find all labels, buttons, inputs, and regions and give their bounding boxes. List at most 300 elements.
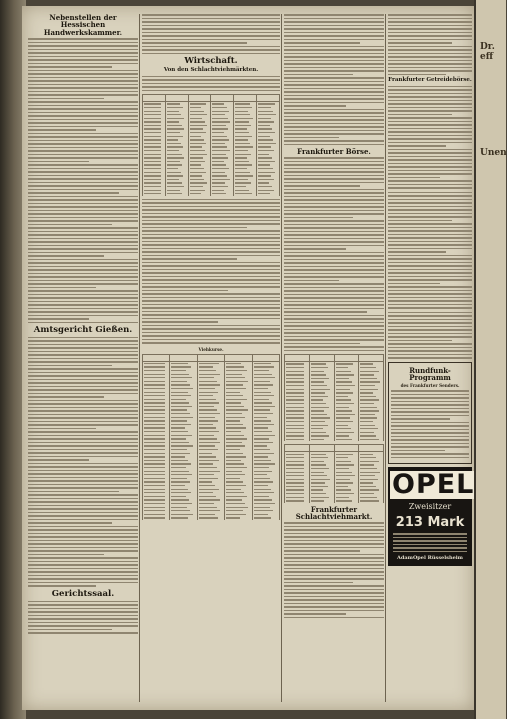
label-viehkurse: Viehkurse. — [198, 346, 224, 352]
text-line — [388, 312, 472, 314]
text-line — [28, 87, 138, 89]
text-line — [388, 244, 472, 246]
text-line — [142, 328, 280, 330]
text-line — [28, 526, 138, 528]
text-line — [142, 76, 280, 78]
text-line — [284, 196, 384, 198]
table-header-cell — [334, 445, 359, 452]
text-line — [28, 206, 138, 208]
text-line — [388, 290, 472, 292]
text-line — [284, 220, 384, 222]
table-header-cell — [143, 354, 170, 361]
text-line — [388, 293, 472, 295]
text-line — [28, 379, 138, 381]
market-prices-table — [142, 354, 280, 520]
text-line — [388, 14, 472, 16]
text-line — [284, 568, 384, 570]
text-line — [28, 192, 119, 194]
text-line — [28, 297, 138, 299]
text-line — [284, 35, 384, 37]
newspaper-page — [22, 6, 474, 710]
text-line — [388, 39, 472, 41]
text-line — [388, 187, 472, 189]
text-line — [284, 287, 384, 289]
text-line — [28, 56, 138, 58]
text-line — [388, 255, 472, 257]
text-line — [28, 308, 138, 310]
text-line — [28, 133, 138, 135]
text-line — [284, 21, 384, 23]
text-line — [388, 86, 472, 88]
text-line — [284, 189, 384, 191]
text-line — [388, 180, 472, 182]
text-line — [28, 59, 138, 61]
text-line — [28, 466, 138, 468]
text-line — [28, 322, 138, 324]
text-line — [142, 18, 280, 20]
text-line — [388, 216, 472, 218]
text-line — [28, 283, 138, 285]
text-line — [388, 223, 472, 225]
text-line — [28, 571, 138, 573]
text-line — [388, 319, 472, 321]
text-line — [28, 178, 138, 180]
text-line — [28, 147, 138, 149]
text-line — [391, 408, 469, 410]
text-line — [284, 112, 384, 114]
text-line — [284, 522, 384, 524]
text-line — [388, 340, 452, 342]
table-header-cell — [309, 355, 334, 362]
ad-model: Zweisitzer — [408, 502, 452, 512]
text-line — [28, 248, 138, 250]
text-line — [284, 178, 384, 180]
text-line — [28, 199, 138, 201]
text-line — [388, 269, 472, 271]
text-line — [28, 213, 138, 215]
text-line — [28, 119, 138, 121]
text-line — [28, 445, 138, 447]
table-header-cell — [211, 95, 234, 102]
text-line — [28, 491, 119, 493]
text-line — [28, 154, 138, 156]
text-line — [284, 332, 384, 334]
table-cell — [143, 516, 170, 520]
text-line — [284, 130, 384, 132]
text-line — [391, 439, 469, 441]
text-line — [28, 344, 138, 346]
text-line — [284, 571, 384, 573]
text-line — [28, 108, 138, 110]
text-line — [142, 272, 280, 274]
text-line — [388, 241, 472, 243]
text-line — [284, 318, 384, 320]
text-line — [28, 501, 138, 503]
text-line — [388, 347, 472, 349]
table-grid — [142, 354, 280, 520]
text-line — [284, 171, 384, 173]
text-line — [28, 473, 138, 475]
text-line — [284, 98, 384, 100]
text-line — [388, 304, 472, 306]
text-line — [142, 265, 280, 267]
text-line — [284, 529, 384, 531]
headline-frankfurter-schlachtviehmarkt: Frankfurter Schlachtviehmarkt. — [295, 504, 373, 522]
text-line — [284, 213, 384, 215]
text-line — [388, 315, 472, 317]
text-line — [28, 161, 89, 163]
text-line — [142, 307, 280, 309]
text-line — [284, 168, 384, 170]
text-line — [28, 129, 96, 131]
text-line — [142, 321, 218, 323]
text-line — [28, 393, 138, 395]
text-line — [142, 311, 280, 313]
text-line — [28, 126, 138, 128]
text-line — [284, 53, 384, 55]
text-line — [142, 209, 280, 211]
text-line — [284, 343, 360, 345]
text-line — [28, 417, 138, 419]
table-grid — [284, 354, 384, 441]
text-line — [28, 231, 138, 233]
text-line — [284, 350, 384, 352]
text-line — [284, 308, 384, 310]
text-line — [28, 625, 138, 627]
text-line — [284, 564, 384, 566]
text-line — [284, 578, 384, 580]
text-line — [388, 163, 472, 165]
text-line — [28, 403, 138, 405]
text-line — [28, 550, 138, 552]
text-line — [28, 604, 138, 606]
column-4 — [388, 12, 475, 704]
text-line — [28, 84, 138, 86]
text-line — [28, 245, 138, 247]
text-line — [284, 199, 384, 201]
text-line — [388, 28, 472, 30]
column-rule — [385, 14, 386, 702]
headline-frankfurter-boerse: Frankfurter Börse. — [297, 147, 371, 156]
table-row — [285, 438, 384, 442]
text-line — [284, 28, 384, 30]
text-line — [388, 135, 472, 137]
article-theater-body — [388, 312, 472, 359]
opel-advertisement — [388, 467, 475, 566]
text-line — [284, 346, 384, 348]
text-line — [28, 477, 138, 479]
column-2 — [142, 12, 280, 704]
text-line — [391, 422, 469, 424]
text-line — [284, 262, 384, 264]
text-line — [388, 131, 472, 133]
text-line — [391, 429, 469, 431]
article-boerse-body — [284, 157, 384, 351]
text-line — [142, 53, 280, 55]
text-line — [28, 629, 112, 631]
article-schlachtviehmarkt-body — [284, 522, 384, 618]
text-line — [142, 248, 280, 250]
adjacent-page-edge — [474, 0, 506, 719]
text-line — [142, 199, 280, 201]
opel-logo: OPEL — [392, 469, 475, 501]
text-line — [142, 206, 280, 208]
text-line — [388, 121, 472, 123]
text-line — [388, 251, 446, 253]
text-line — [28, 105, 138, 107]
text-line — [28, 294, 138, 296]
text-line — [388, 138, 472, 140]
table-grid — [284, 444, 384, 502]
text-line — [284, 533, 384, 535]
text-line — [388, 234, 472, 236]
text-line — [28, 375, 138, 377]
text-line — [28, 77, 138, 79]
text-line — [391, 404, 469, 406]
text-line — [28, 122, 138, 124]
text-line — [284, 95, 384, 97]
text-line — [284, 231, 384, 233]
table-cell — [359, 438, 384, 442]
text-line — [388, 60, 472, 62]
text-line — [28, 438, 138, 440]
article-c4-top-body — [388, 14, 472, 75]
text-line — [284, 540, 384, 542]
text-line — [142, 35, 280, 37]
text-line — [142, 32, 280, 34]
text-line — [388, 206, 472, 208]
text-line — [284, 227, 384, 229]
text-line — [142, 28, 280, 30]
text-line — [28, 66, 112, 68]
text-line — [284, 301, 384, 303]
text-line — [388, 56, 472, 58]
text-line — [142, 300, 280, 302]
table-header-cell — [234, 95, 257, 102]
column-rule — [139, 14, 140, 702]
text-line — [284, 536, 384, 538]
text-line — [28, 449, 138, 451]
text-line — [142, 325, 280, 327]
text-line — [142, 251, 280, 253]
text-line — [284, 74, 353, 76]
next-page-fragment-2: Unen — [480, 148, 507, 158]
text-line — [142, 241, 280, 243]
text-line — [284, 241, 384, 243]
text-line — [28, 262, 138, 264]
text-line — [284, 140, 384, 142]
text-line — [28, 480, 138, 482]
text-line — [28, 618, 138, 620]
text-line — [28, 45, 138, 47]
text-line — [28, 435, 138, 437]
text-line — [391, 401, 469, 403]
text-line — [28, 157, 138, 159]
text-line — [284, 25, 384, 27]
text-line — [28, 63, 138, 65]
text-line — [284, 582, 353, 584]
text-line — [284, 550, 360, 552]
text-line — [28, 168, 138, 170]
text-line — [28, 182, 138, 184]
text-line — [142, 293, 280, 295]
text-line — [391, 397, 469, 399]
text-line — [28, 421, 138, 423]
text-line — [28, 505, 138, 507]
text-line — [284, 294, 384, 296]
text-line — [28, 396, 104, 398]
text-line — [28, 372, 138, 374]
text-line — [142, 258, 237, 260]
text-line — [142, 234, 280, 236]
text-line — [284, 311, 367, 313]
text-line — [28, 252, 138, 254]
text-line — [388, 272, 472, 274]
text-line — [28, 632, 138, 634]
text-line — [142, 244, 280, 246]
text-line — [284, 617, 384, 619]
text-line — [28, 554, 104, 556]
text-line — [388, 156, 472, 158]
text-line — [28, 382, 138, 384]
text-line — [284, 315, 384, 317]
text-line — [284, 63, 384, 65]
text-line — [142, 276, 280, 278]
text-line — [28, 358, 138, 360]
table-cell — [285, 438, 310, 442]
text-line — [284, 297, 384, 299]
text-line — [388, 333, 472, 335]
text-line — [284, 105, 346, 107]
text-line — [388, 237, 472, 239]
subheadline-schlachtviehmaerkte: Von den Schlachtviehmärkten. — [163, 66, 259, 73]
text-line — [391, 436, 469, 438]
text-line — [284, 119, 384, 121]
text-line — [388, 354, 472, 356]
text-line — [388, 357, 472, 359]
text-line — [142, 220, 280, 222]
text-line — [28, 140, 138, 142]
text-line — [142, 83, 280, 85]
text-line — [388, 100, 472, 102]
text-line — [388, 159, 472, 161]
text-line — [284, 185, 360, 187]
text-line — [284, 557, 384, 559]
text-line — [28, 428, 96, 430]
text-line — [388, 195, 472, 197]
text-line — [28, 508, 138, 510]
table-row — [143, 516, 280, 520]
text-line — [284, 526, 384, 528]
text-line — [28, 557, 138, 559]
text-line — [28, 498, 138, 500]
headline-wirtschaft: Wirtschaft. — [184, 56, 238, 66]
table-cell — [211, 192, 234, 196]
text-line — [28, 210, 138, 212]
text-line — [28, 575, 138, 577]
radio-program-box — [388, 362, 472, 465]
text-line — [284, 217, 353, 219]
text-line — [28, 112, 138, 114]
text-line — [142, 86, 280, 88]
text-line — [28, 80, 138, 82]
text-line — [28, 519, 138, 521]
table-cell — [334, 438, 359, 442]
text-line — [28, 136, 138, 138]
text-line — [284, 70, 384, 72]
next-page-fragment-1: Dr. eff — [480, 42, 495, 62]
text-line — [28, 241, 138, 243]
text-line — [142, 297, 280, 299]
text-line — [28, 540, 138, 542]
text-line — [28, 318, 89, 320]
text-line — [388, 227, 472, 229]
text-line — [284, 336, 384, 338]
text-line — [28, 311, 138, 313]
ad-price: 213 Mark — [395, 515, 465, 531]
text-line — [388, 230, 472, 232]
text-line — [28, 536, 138, 538]
text-line — [388, 110, 472, 112]
text-line — [284, 102, 384, 104]
text-line — [28, 171, 138, 173]
text-line — [28, 442, 138, 444]
text-line — [284, 304, 384, 306]
text-line — [142, 223, 280, 225]
text-line — [284, 259, 384, 261]
text-line — [284, 18, 384, 20]
text-line — [388, 32, 472, 34]
text-line — [28, 143, 138, 145]
text-line — [28, 347, 138, 349]
text-line — [28, 94, 138, 96]
text-line — [284, 603, 384, 605]
text-line — [388, 142, 472, 144]
text-line — [284, 325, 384, 327]
text-line — [388, 173, 472, 175]
text-line — [142, 342, 280, 344]
table-header-cell — [285, 445, 310, 452]
text-line — [388, 286, 472, 288]
text-line — [284, 49, 384, 51]
text-line — [28, 203, 138, 205]
text-line — [142, 46, 280, 48]
text-line — [28, 42, 138, 44]
text-line — [388, 258, 472, 260]
table-cell — [165, 192, 188, 196]
text-line — [388, 128, 472, 130]
text-line — [284, 206, 384, 208]
text-line — [388, 300, 472, 302]
text-line — [28, 533, 138, 535]
text-line — [284, 547, 384, 549]
text-line — [28, 561, 138, 563]
table-header-cell — [197, 354, 224, 361]
text-line — [142, 283, 280, 285]
table-cell — [334, 499, 359, 503]
text-line — [388, 74, 446, 76]
text-line — [28, 424, 138, 426]
text-line — [388, 117, 472, 119]
radio-program-body — [391, 390, 469, 458]
text-line — [284, 88, 384, 90]
text-line — [388, 93, 472, 95]
text-line — [28, 368, 138, 370]
text-line — [142, 339, 280, 341]
text-line — [28, 238, 138, 240]
text-line — [28, 340, 138, 342]
article-handwerkskammer-body — [28, 38, 138, 323]
